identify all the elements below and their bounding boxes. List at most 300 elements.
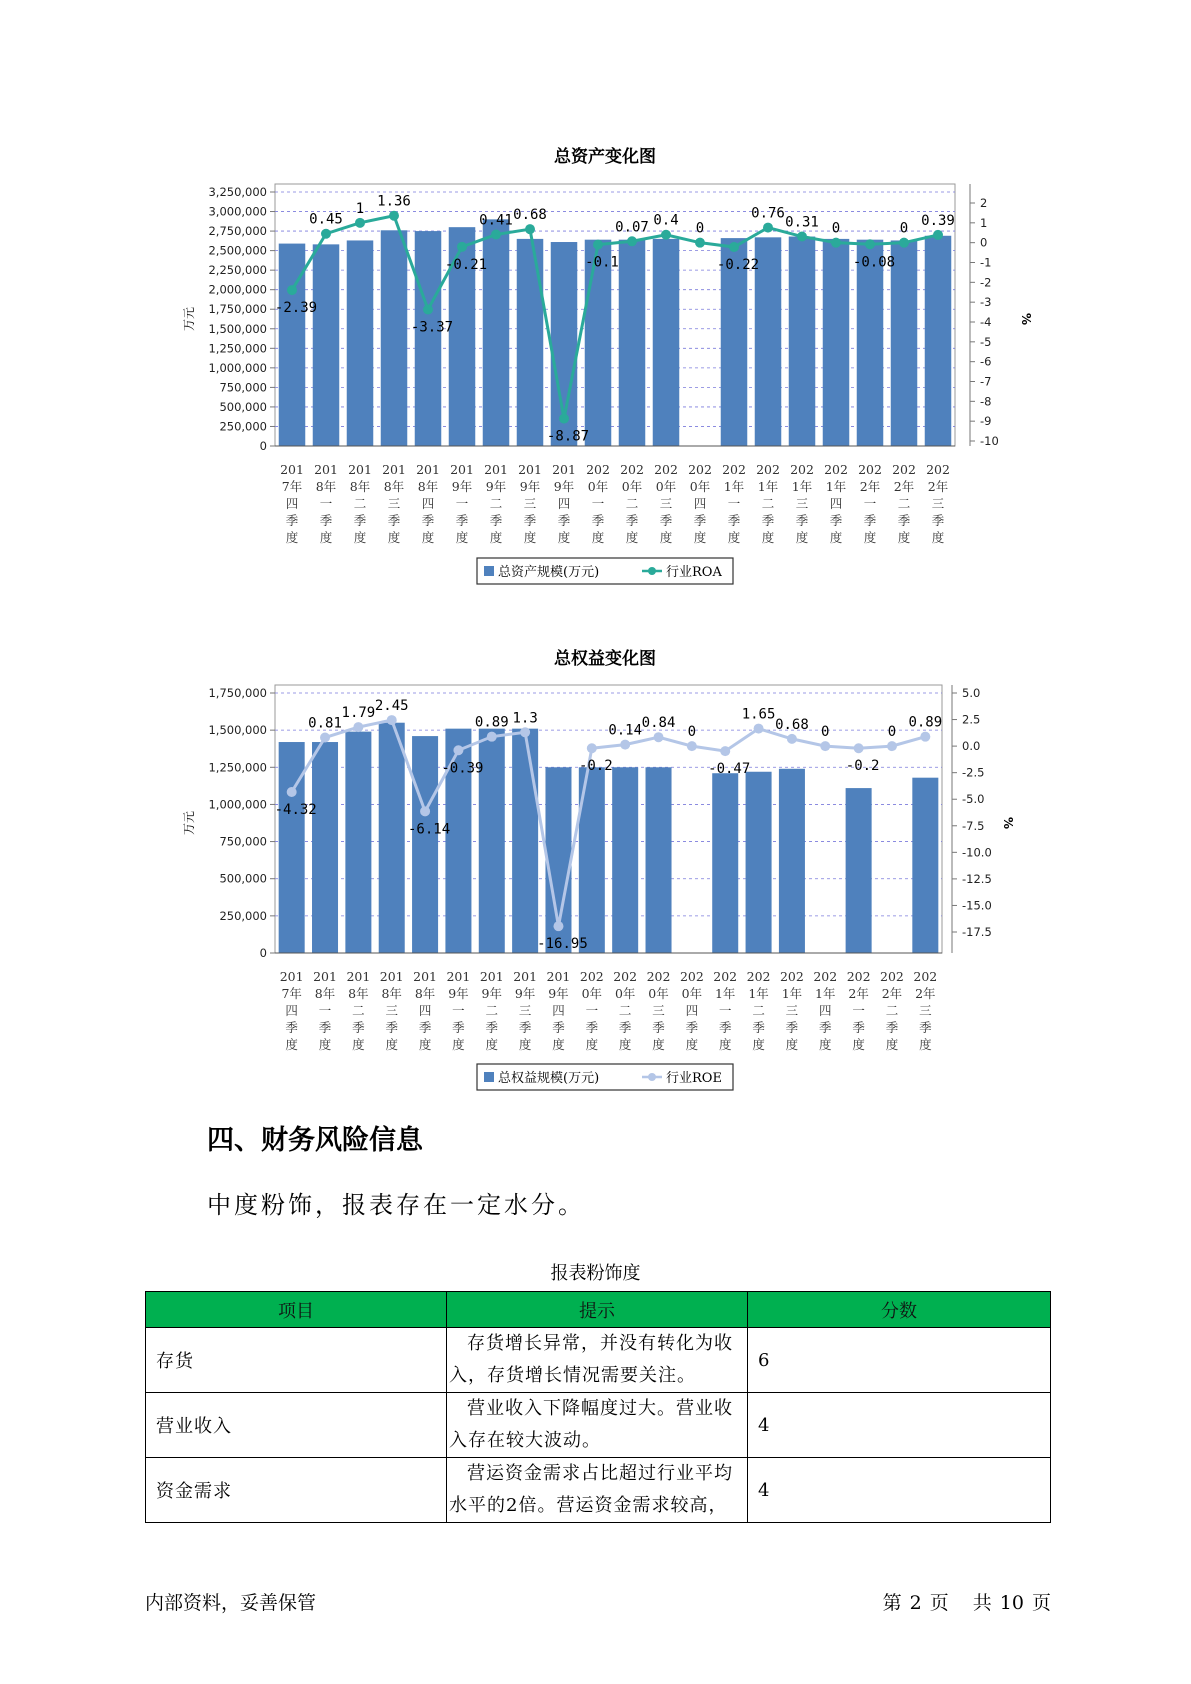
row-hint-line: 营业收入下降幅度过大。营业收	[467, 1398, 733, 1419]
chart-svg	[0, 138, 1191, 588]
x-tick-label-line: 201	[313, 969, 337, 984]
y-left-tick-label: 1,500,000	[208, 321, 267, 336]
x-tick-label-line: 度	[659, 530, 673, 545]
x-tick-label-line: 1年	[748, 986, 769, 1001]
line-point	[797, 232, 807, 242]
y-right-tick-label: -3	[980, 295, 992, 310]
risk-summary: 中度粉饰，报表存在一定水分。	[207, 1191, 585, 1219]
bar	[912, 778, 938, 953]
row-score: 4	[748, 1458, 1051, 1523]
x-tick-label-line: 二	[752, 1003, 765, 1018]
line-point	[687, 741, 697, 751]
bar	[653, 239, 680, 446]
y-right-tick-label: -10.0	[962, 845, 992, 860]
bar	[381, 230, 408, 446]
x-tick-label	[450, 462, 474, 545]
bar	[925, 236, 952, 446]
table-row	[146, 1393, 1051, 1458]
data-label: 0.76	[751, 205, 785, 222]
x-tick-label-line: 度	[485, 1037, 499, 1052]
x-tick-label-line: 8年	[315, 479, 337, 494]
x-tick-label-line: 度	[523, 530, 537, 545]
line-point	[763, 223, 773, 233]
y-right-tick-label: -7	[980, 374, 992, 389]
line-point	[423, 305, 433, 315]
x-tick-label	[613, 969, 637, 1052]
x-tick-label-line: 202	[813, 969, 838, 984]
x-tick-label-line: 三	[652, 1003, 665, 1018]
header-score: 分数	[748, 1292, 1051, 1328]
bar	[619, 240, 646, 446]
data-label: -8.87	[546, 428, 590, 445]
total-unit: 页	[1031, 1592, 1051, 1614]
y-left-tick-label: 500,000	[219, 871, 267, 886]
line-point	[355, 218, 365, 228]
table-caption: 报表粉饰度	[550, 1263, 641, 1284]
x-tick-label-line: 2年	[848, 986, 869, 1001]
x-tick-label-line: 度	[452, 1037, 465, 1052]
x-tick-label-line: 二	[897, 496, 911, 511]
y-right-axis-title: %	[1001, 816, 1015, 830]
x-tick-label-line: 季	[418, 1020, 432, 1035]
x-tick-label-line: 一	[585, 1003, 599, 1018]
line-point	[854, 743, 864, 753]
x-tick-label-line: 7年	[281, 986, 302, 1001]
x-tick-label-line: 一	[718, 1003, 732, 1018]
line-point	[587, 743, 597, 753]
x-tick-label-line: 9年	[548, 986, 569, 1001]
x-tick-label-line: 季	[693, 513, 707, 528]
x-tick-label-line: 201	[552, 462, 576, 477]
line-point	[695, 238, 705, 248]
data-label: -16.95	[537, 936, 588, 953]
x-tick-label-line: 0年	[587, 479, 609, 494]
x-tick-label-line: 度	[387, 530, 401, 545]
x-tick-label	[413, 969, 437, 1052]
data-label: -0.2	[578, 758, 613, 775]
y-right-tick-label: -10	[980, 434, 999, 448]
x-tick-label-line: 202	[722, 462, 746, 477]
x-tick-label-line: 季	[523, 513, 537, 528]
y-left-tick-label: 3,250,000	[208, 185, 267, 199]
x-tick-label-line: 三	[387, 496, 401, 511]
x-tick-label-line: 三	[518, 1003, 532, 1018]
y-right-tick-label: -7.5	[962, 818, 985, 833]
data-label: 0.07	[615, 219, 649, 236]
y-left-tick-label: 250,000	[219, 908, 267, 923]
x-tick-label-line: 202	[913, 969, 938, 984]
x-tick-label	[416, 462, 440, 545]
x-tick-label-line: 0年	[689, 479, 711, 494]
x-tick-label-line: 季	[685, 1020, 699, 1035]
y-right-axis-title: %	[1019, 312, 1033, 326]
legend-line-marker	[648, 1073, 656, 1081]
line-point	[720, 746, 730, 756]
x-tick-label-line: 度	[931, 530, 945, 545]
x-tick-label-line: 202	[620, 462, 644, 477]
x-tick-label-line: 度	[885, 1037, 899, 1052]
line-point	[387, 715, 397, 725]
chart-legend	[477, 558, 733, 584]
x-tick-label	[314, 462, 338, 545]
x-tick-label-line: 度	[585, 1037, 599, 1052]
data-label: 0	[887, 724, 897, 741]
x-tick-label-line: 9年	[514, 986, 536, 1001]
line-point	[661, 230, 671, 240]
x-tick-label-line: 季	[659, 513, 673, 528]
table-row	[146, 1328, 1051, 1393]
x-tick-label-line: 度	[285, 1037, 298, 1052]
y-right-tick-label: -1	[980, 255, 992, 270]
x-tick-label-line: 季	[897, 513, 911, 528]
x-tick-label-line: 季	[557, 513, 571, 528]
x-tick-label-line: 201	[479, 969, 504, 984]
x-tick-label	[913, 969, 937, 1052]
data-label: -4.32	[274, 801, 317, 818]
x-tick-label-line: 度	[727, 530, 741, 545]
x-tick-label	[484, 462, 508, 545]
x-tick-label-line: 度	[518, 1037, 532, 1052]
x-tick-label-line: 9年	[553, 479, 575, 494]
line-point	[899, 238, 909, 248]
x-tick-label	[847, 969, 871, 1052]
bar	[612, 767, 638, 953]
y-left-tick-label: 750,000	[219, 380, 267, 395]
x-tick-label-line: 201	[279, 969, 304, 984]
x-tick-label-line: 三	[795, 496, 809, 511]
x-tick-label-line: 1年	[723, 479, 745, 494]
legend-line-label: 行业ROE	[666, 1071, 722, 1086]
x-tick-label-line: 季	[785, 1020, 799, 1035]
x-tick-label-line: 一	[591, 496, 605, 511]
x-tick-label	[280, 969, 304, 1052]
line-point	[865, 239, 875, 249]
x-tick-label-line: 季	[618, 1020, 632, 1035]
y-right-tick-label: 5.0	[962, 686, 981, 700]
x-tick-label-line: 202	[858, 462, 882, 477]
table-header-row	[146, 1292, 1051, 1328]
x-tick-label-line: 9年	[481, 986, 503, 1001]
x-tick-label-line: 度	[455, 530, 469, 545]
x-tick-label-line: 季	[489, 513, 503, 528]
x-tick-label-line: 季	[727, 513, 741, 528]
line-point	[627, 236, 637, 246]
x-tick-label-line: 四	[557, 496, 571, 511]
line-point	[787, 734, 797, 744]
data-label: 0	[821, 724, 830, 741]
data-label: 0.45	[309, 211, 343, 228]
x-tick-label	[513, 969, 537, 1052]
x-tick-label-line: 1年	[714, 986, 736, 1001]
x-tick-label	[680, 969, 704, 1052]
page-prefix: 第	[882, 1592, 902, 1614]
x-tick-label	[713, 969, 737, 1052]
x-tick-label-line: 度	[761, 530, 775, 545]
row-score: 6	[748, 1328, 1051, 1393]
x-tick-label-line: 度	[829, 530, 843, 545]
legend-bar-label: 总资产规模(万元)	[498, 565, 600, 580]
x-tick-label	[348, 462, 372, 545]
x-tick-label-line: 201	[346, 969, 371, 984]
x-tick-label-line: 季	[485, 1020, 499, 1035]
x-tick-label-line: 201	[450, 462, 474, 477]
x-tick-label-line: 201	[446, 969, 471, 984]
y-right-tick-label: -2.5	[962, 765, 985, 780]
x-tick-label-line: 1年	[791, 479, 813, 494]
x-tick-label-line: 季	[885, 1020, 899, 1035]
total-pages: 10	[999, 1592, 1024, 1614]
data-label: 1.79	[341, 705, 376, 722]
x-tick-label-line: 度	[897, 530, 911, 545]
footer-confidential: 内部资料，妥善保管	[145, 1592, 317, 1614]
data-label: 0.89	[908, 714, 943, 731]
x-tick-label-line: 1年	[815, 986, 836, 1001]
chart-title: 总资产变化图	[554, 147, 656, 167]
bar	[891, 240, 918, 446]
x-tick-label-line: 9年	[485, 479, 507, 494]
y-left-tick-label: 3,000,000	[208, 204, 267, 219]
y-right-tick-label: 2	[980, 196, 988, 210]
y-right-tick-label: -2	[980, 275, 992, 290]
y-right-tick-label: -6	[980, 354, 992, 369]
x-tick-label-line: 季	[452, 1020, 465, 1035]
x-tick-label	[747, 969, 771, 1052]
x-tick-label-line: 季	[718, 1020, 732, 1035]
data-label: 0.84	[641, 715, 676, 732]
data-label: 1.3	[512, 710, 538, 727]
x-tick-label-line: 季	[285, 513, 299, 528]
footer-page-info	[875, 1588, 1051, 1615]
x-tick-label-line: 201	[379, 969, 404, 984]
x-tick-label-line: 四	[285, 496, 299, 511]
data-label: 0.39	[921, 212, 955, 229]
x-tick-label-line: 202	[654, 462, 678, 477]
x-tick-label-line: 202	[679, 969, 704, 984]
x-tick-label-line: 度	[795, 530, 809, 545]
x-tick-label-line: 度	[319, 530, 333, 545]
bar	[412, 736, 438, 953]
line-point	[320, 733, 330, 743]
row-hint	[447, 1458, 748, 1523]
whitewash-table	[145, 1291, 1051, 1523]
x-tick-label-line: 度	[385, 1037, 398, 1052]
x-tick-label-line: 1年	[781, 986, 803, 1001]
chart-legend	[477, 1064, 733, 1090]
y-left-axis-title: 万元	[182, 306, 196, 332]
x-tick-label-line: 季	[852, 1020, 865, 1035]
x-tick-label-line: 8年	[381, 986, 402, 1001]
y-right-tick-label: 0	[980, 235, 988, 250]
x-tick-label-line: 8年	[414, 986, 436, 1001]
y-right-tick-label: -9	[980, 414, 992, 429]
x-tick-label-line: 三	[785, 1003, 799, 1018]
x-tick-label-line: 202	[880, 969, 904, 984]
x-tick-label-line: 二	[485, 1003, 499, 1018]
line-point	[353, 722, 363, 732]
y-right-tick-label: 2.5	[962, 712, 981, 727]
x-tick-label-line: 0年	[621, 479, 643, 494]
x-tick-label-line: 季	[625, 513, 639, 528]
y-left-axis-title: 万元	[182, 810, 196, 836]
x-tick-label-line: 0年	[655, 479, 677, 494]
table-row	[146, 1458, 1051, 1523]
x-tick-label-line: 度	[421, 530, 435, 545]
x-tick-label-line: 度	[591, 530, 605, 545]
chart-svg	[0, 640, 1191, 1095]
row-hint-line: 水平的2倍。营运资金需求较高，	[449, 1495, 728, 1516]
x-tick-label-line: 三	[659, 496, 673, 511]
legend-line-label: 行业ROA	[666, 565, 722, 580]
bar	[313, 244, 340, 446]
data-label: -3.37	[410, 319, 454, 336]
x-tick-label	[790, 462, 814, 545]
x-tick-label-line: 度	[625, 530, 639, 545]
line-point	[559, 414, 569, 424]
x-tick-label	[654, 462, 678, 545]
x-tick-label-line: 度	[693, 530, 707, 545]
x-tick-label-line: 1年	[825, 479, 847, 494]
data-label: -0.2	[845, 758, 880, 775]
x-tick-label-line: 季	[518, 1020, 532, 1035]
x-tick-label-line: 202	[579, 969, 604, 984]
data-label: 0	[831, 220, 841, 237]
y-left-tick-label: 1,500,000	[208, 723, 267, 738]
line-point	[754, 724, 764, 734]
y-left-tick-label: 0	[259, 946, 267, 960]
y-left-tick-label: 2,000,000	[208, 282, 267, 297]
data-label: -0.21	[444, 256, 488, 273]
x-tick-label-line: 202	[713, 969, 738, 984]
bar	[746, 772, 772, 953]
x-tick-label-line: 二	[489, 496, 503, 511]
x-tick-label-line: 季	[829, 513, 843, 528]
x-tick-label-line: 201	[513, 969, 538, 984]
line-point	[831, 238, 841, 248]
data-label: -0.08	[852, 254, 896, 271]
row-item: 资金需求	[146, 1458, 447, 1523]
bar	[512, 729, 538, 953]
x-tick-label-line: 季	[819, 1020, 832, 1035]
x-tick-label-line: 9年	[448, 986, 469, 1001]
y-left-tick-label: 1,250,000	[208, 341, 267, 356]
x-tick-label-line: 202	[646, 969, 671, 984]
x-tick-label-line: 季	[319, 513, 333, 528]
chart-title: 总权益变化图	[554, 649, 656, 669]
y-right-tick-label: -5.0	[962, 792, 985, 807]
page-unit: 页	[929, 1592, 949, 1614]
x-tick-label-line: 9年	[451, 479, 473, 494]
y-left-tick-label: 1,750,000	[208, 686, 267, 700]
x-tick-label	[446, 969, 470, 1052]
x-tick-label	[547, 969, 571, 1052]
row-item: 营业收入	[146, 1393, 447, 1458]
line-point	[457, 242, 467, 252]
x-tick-label-line: 季	[387, 513, 401, 528]
x-tick-label-line: 0年	[614, 986, 636, 1001]
row-hint-line: 入，存货增长情况需要关注。	[449, 1365, 696, 1386]
x-tick-label-line: 季	[795, 513, 809, 528]
x-tick-label-line: 季	[919, 1020, 932, 1035]
bar	[279, 742, 305, 953]
y-right-tick-label: -8	[980, 394, 992, 409]
x-tick-label-line: 201	[484, 462, 508, 477]
y-left-tick-label: 250,000	[219, 419, 267, 434]
x-tick-label-line: 度	[819, 1037, 832, 1052]
data-label: 0.41	[479, 212, 513, 229]
bar	[823, 239, 850, 446]
data-label: 0	[687, 724, 697, 741]
x-tick-label	[722, 462, 746, 545]
y-right-tick-label: -17.5	[962, 925, 992, 939]
x-tick-label	[780, 969, 804, 1052]
x-tick-label-line: 季	[761, 513, 775, 528]
y-left-tick-label: 1,750,000	[208, 302, 267, 317]
data-label: -6.14	[407, 821, 451, 838]
page-number: 2	[909, 1592, 922, 1614]
x-tick-label-line: 二	[353, 496, 367, 511]
x-tick-label-line: 二	[761, 496, 775, 511]
x-tick-label-line: 202	[688, 462, 712, 477]
x-tick-label-line: 0年	[648, 986, 669, 1001]
line-point	[820, 741, 830, 751]
x-tick-label-line: 202	[790, 462, 814, 477]
x-tick-label-line: 季	[752, 1020, 765, 1035]
x-tick-label-line: 季	[353, 513, 367, 528]
total-assets-chart	[0, 138, 1191, 588]
x-tick-label	[552, 462, 576, 545]
y-left-tick-label: 750,000	[219, 834, 267, 849]
x-tick-label-line: 四	[418, 1003, 432, 1018]
x-tick-label-line: 季	[652, 1020, 665, 1035]
data-label: -0.47	[708, 761, 751, 778]
x-tick-label-line: 度	[352, 1037, 365, 1052]
legend-line-marker	[648, 567, 656, 575]
row-hint	[447, 1328, 748, 1393]
bar	[857, 240, 884, 446]
x-tick-label-line: 202	[926, 462, 950, 477]
x-tick-label-line: 季	[585, 1020, 599, 1035]
line-point	[287, 285, 297, 295]
row-item: 存货	[146, 1328, 447, 1393]
line-point	[453, 745, 463, 755]
x-tick-label-line: 度	[285, 530, 299, 545]
x-tick-label-line: 202	[779, 969, 804, 984]
data-label: 1	[355, 200, 365, 217]
x-tick-label-line: 一	[863, 496, 877, 511]
x-tick-label-line: 季	[931, 513, 945, 528]
line-point	[593, 240, 603, 250]
line-point	[389, 211, 399, 221]
line-point	[933, 230, 943, 240]
line-point	[654, 732, 664, 742]
data-label: 0.14	[608, 722, 643, 739]
x-tick-label-line: 季	[385, 1020, 398, 1035]
line-point	[729, 242, 739, 252]
header-item: 项目	[146, 1292, 447, 1328]
line-point	[321, 229, 331, 239]
x-tick-label-line: 一	[452, 1003, 465, 1018]
y-left-tick-label: 2,500,000	[208, 243, 267, 258]
bar	[712, 773, 738, 953]
x-tick-label	[688, 462, 712, 545]
x-tick-label-line: 度	[318, 1037, 332, 1052]
x-tick-label-line: 四	[829, 496, 843, 511]
x-tick-label-line: 度	[557, 530, 571, 545]
bar	[517, 239, 544, 446]
bar	[312, 742, 338, 953]
x-tick-label-line: 四	[693, 496, 707, 511]
x-tick-label-line: 度	[618, 1037, 632, 1052]
